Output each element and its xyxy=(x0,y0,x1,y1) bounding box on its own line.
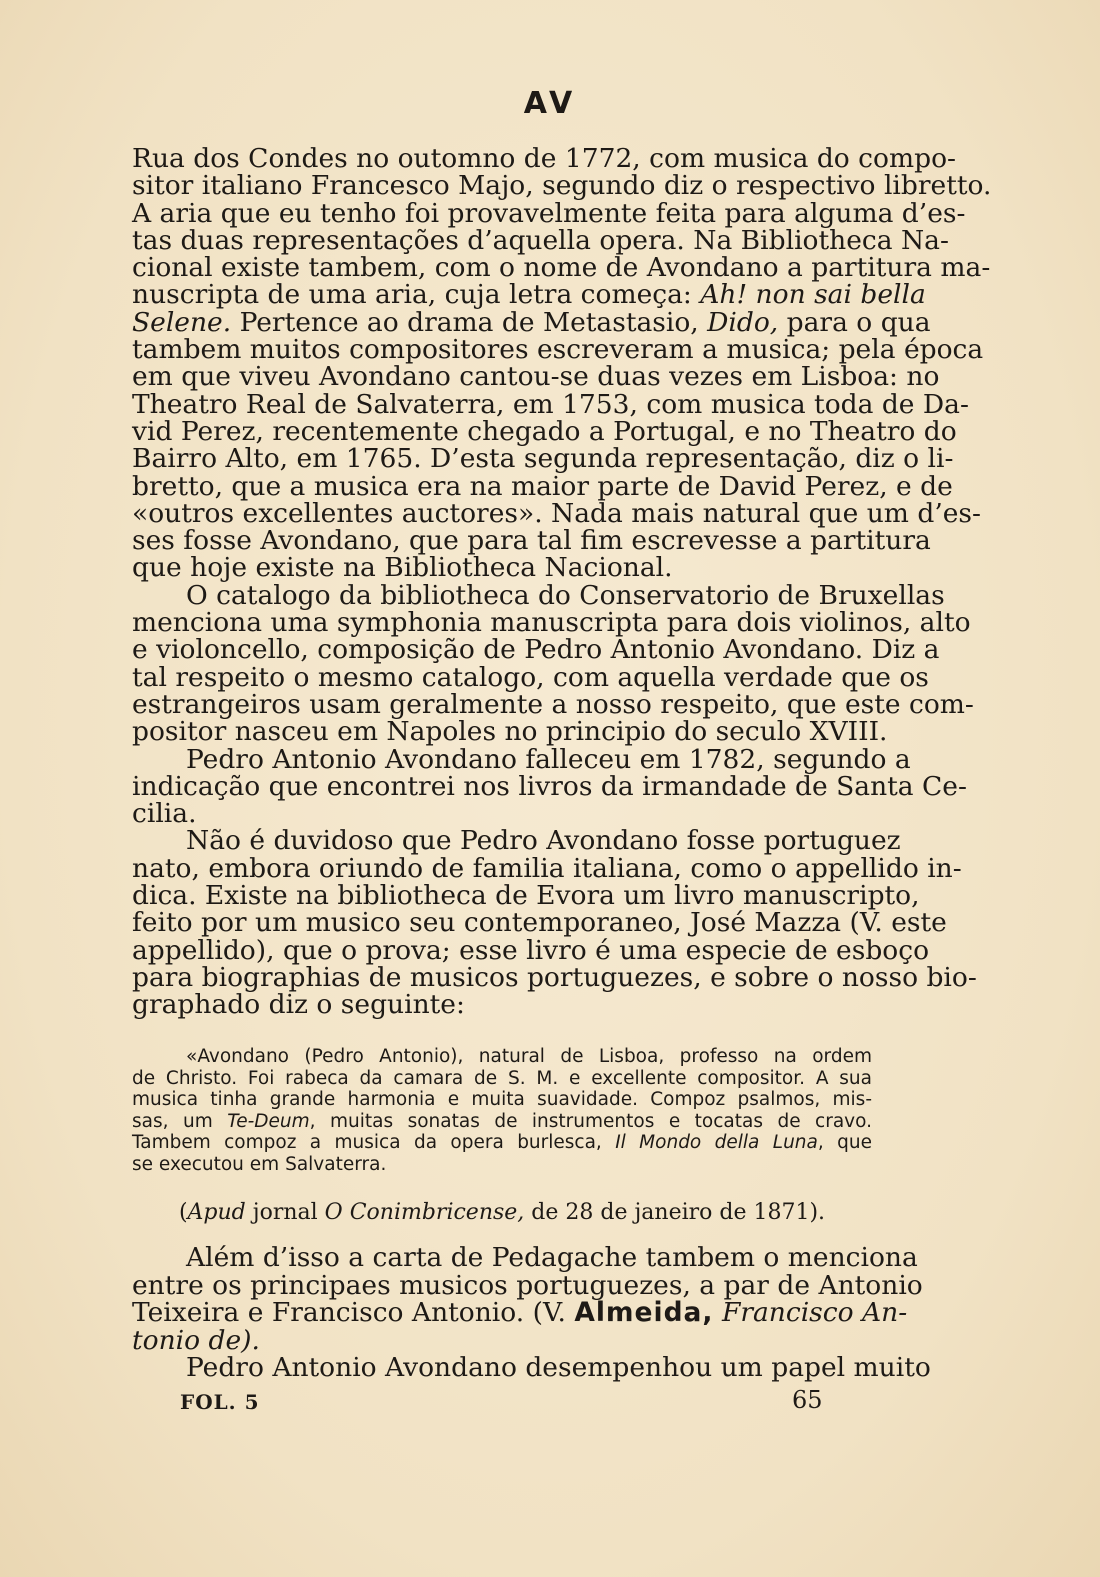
text-line: Além d’isso a carta de Pedagache tambem o menciona xyxy=(186,1242,918,1273)
crossref-italic: Francisco An- xyxy=(721,1297,908,1328)
text-line: bretto, que a musica era na maior parte de David Perez, e de xyxy=(132,470,953,502)
text-line: A aria que eu tenho foi provavelmente feita para alguma d’es- xyxy=(132,197,966,229)
quote-line-italic: sas, um Te-Deum, muitas sonatas de instrumentos e tocatas de cravo. xyxy=(132,1110,872,1132)
text-line: entre os principaes musicos portuguezes, a par de Antonio xyxy=(132,1269,923,1301)
text-fragment: Pertence ao drama de Metastasio, xyxy=(231,306,708,338)
text-line: nato, embora oriundo de familia italiana, como o appellido in- xyxy=(132,852,962,884)
text-line: tas duas representações d’aquella opera. Na Bibliotheca Na- xyxy=(132,224,949,256)
quote-line: se executou em Salvaterra. xyxy=(132,1153,387,1175)
quote-line: «Avondano (Pedro Antonio), natural de Lisboa, professo na ordem xyxy=(186,1046,872,1067)
opera-title: Il Mondo della Luna xyxy=(615,1132,818,1154)
text-fragment: nuscripta de uma aria, cuja letra começa: xyxy=(132,279,701,311)
text-line: Pedro Antonio Avondano desempenhou um papel muito xyxy=(186,1352,931,1383)
text-line: feito por um musico seu contemporaneo, José Mazza (V. este xyxy=(132,907,947,939)
quote-line: de Christo. Foi rabeca da camara de S. M. e excellente compositor. A sua xyxy=(132,1067,872,1089)
text-line: que hoje existe na Bibliotheca Nacional. xyxy=(132,552,673,584)
text-line: appellido), que o prova; esse livro é uma especie de esboço xyxy=(132,934,930,966)
text-line: Pedro Antonio Avondano falleceu em 1782, segundo a xyxy=(186,743,911,775)
text-line: «outros excellentes auctores». Nada mais natural que um d’es- xyxy=(132,497,981,529)
text-line: e violoncello, composição de Pedro Antonio Avondano. Diz a xyxy=(132,634,940,666)
text-line-crossref: Teixeira e Francisco Antonio. (V. Almeida, Francisco An- xyxy=(132,1297,908,1328)
aria-title: Ah! non sai bella xyxy=(700,279,926,311)
text-line: cional existe tambem, com o nome de Avondano a partitura ma- xyxy=(132,252,991,284)
quote-line: musica tinha grande harmonia e muita suavidade. Compoz psalmos, mis- xyxy=(132,1089,872,1111)
main-text xyxy=(132,143,992,1021)
text-line: Bairro Alto, em 1765. D’esta segunda representação, diz o li- xyxy=(132,443,954,475)
work-title: Te-Deum xyxy=(227,1110,310,1132)
running-head: AV xyxy=(523,86,577,121)
crossref-name: Almeida, xyxy=(574,1297,714,1328)
text-line: tal respeito o mesmo catalogo, com aquella verdade que os xyxy=(132,661,929,693)
citation-open: ( xyxy=(178,1200,188,1225)
text-line: Theatro Real de Salvaterra, em 1753, com musica toda de Da- xyxy=(132,388,969,420)
text-fragment: para o qua xyxy=(778,306,931,338)
citation xyxy=(132,1200,872,1226)
text-line: ses fosse Avondano, que para tal fim escrevesse a partitura xyxy=(132,525,931,557)
page-number: 65 xyxy=(792,1386,823,1414)
text-line: tambem muitos compositores escreveram a musica; pela época xyxy=(132,334,984,366)
citation-text: jornal xyxy=(245,1200,325,1225)
tail-text xyxy=(132,1242,931,1383)
aria-title: Selene. xyxy=(132,306,232,338)
text-line: em que viveu Avondano cantou-se duas vezes em Lisboa: no xyxy=(132,361,940,393)
text-line: graphado diz o seguinte: xyxy=(132,989,465,1021)
text-line-italic-title xyxy=(132,306,931,338)
text-line-crossref xyxy=(132,1324,872,1356)
text-line: dica. Existe na bibliotheca de Evora um livro manuscripto, xyxy=(132,880,920,912)
citation-apud: Apud xyxy=(187,1200,246,1225)
crossref-italic: tonio de). xyxy=(132,1324,260,1356)
quote-line-italic: Tambem compoz a musica da opera burlesca, Il Mondo della Luna, que xyxy=(132,1132,872,1154)
text-line: Não é duvidoso que Pedro Avondano fosse portuguez xyxy=(186,825,901,857)
journal-title: O Conimbricense, xyxy=(324,1200,525,1225)
text-line: O catalogo da bibliotheca do Conservatorio de Bruxellas xyxy=(186,579,945,611)
drama-title: Dido, xyxy=(707,306,779,338)
signature-mark: FOL. 5 xyxy=(180,1390,260,1414)
text-line: para biographias de musicos portuguezes, e sobre o nosso bio- xyxy=(132,961,977,993)
text-line: positor nasceu em Napoles no principio do seculo XVIII. xyxy=(132,716,888,748)
text-line: estrangeiros usam geralmente a nosso respeito, que este com- xyxy=(132,688,974,720)
text-line: indicação que encontrei nos livros da irmandade de Santa Ce- xyxy=(132,770,967,802)
text-line: cilia. xyxy=(132,798,197,830)
text-line: vid Perez, recentemente chegado a Portugal, e no Theatro do xyxy=(132,415,957,447)
citation-date: de 28 de janeiro de 1871). xyxy=(524,1200,826,1225)
text-line: sitor italiano Francesco Majo, segundo diz o respectivo libretto. xyxy=(132,170,992,202)
text-line: menciona uma symphonia manuscripta para dois violinos, alto xyxy=(132,607,971,639)
text-line: Rua dos Condes no outomno de 1772, com musica do compo- xyxy=(132,143,956,174)
block-quote xyxy=(132,1046,872,1176)
text-line-italic-title xyxy=(132,279,926,311)
